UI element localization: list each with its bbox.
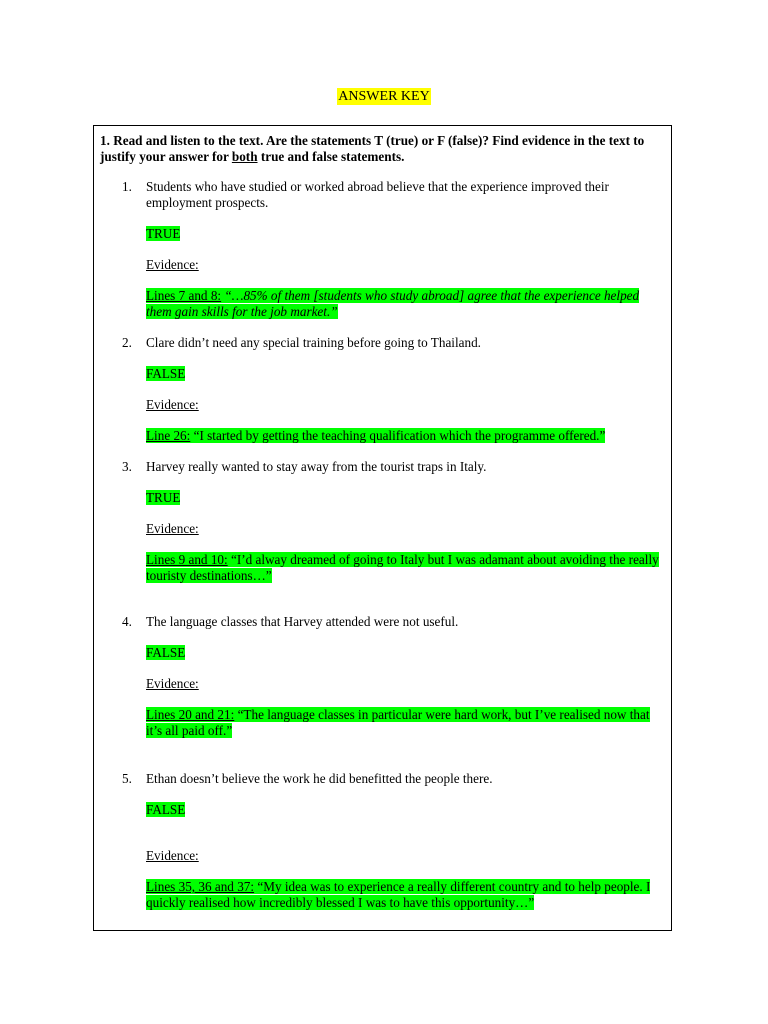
instruction-underlined: both — [231, 149, 258, 164]
answer-4 — [146, 645, 662, 661]
evidence-3 — [146, 552, 662, 583]
answer-value: TRUE — [146, 226, 181, 241]
evidence-4 — [146, 707, 662, 738]
evidence-lines-ref: Lines 35, 36 and 37: — [146, 879, 255, 894]
evidence-label-3 — [146, 521, 662, 537]
question-statement: The language classes that Harvey attended were not useful. — [146, 614, 459, 629]
evidence-label: Evidence: — [146, 676, 199, 691]
question-number: 4. — [122, 614, 132, 629]
evidence-5 — [146, 879, 662, 910]
question-number: 2. — [122, 335, 132, 350]
evidence-label-2 — [146, 397, 662, 413]
evidence-lines-ref: Lines 7 and 8: — [146, 288, 222, 303]
answer-1 — [146, 226, 662, 242]
question-statement: Clare didn’t need any special training before going to Thailand. — [146, 335, 481, 350]
evidence-label: Evidence: — [146, 397, 199, 412]
answer-value: FALSE — [146, 366, 186, 381]
evidence-quote: “The language classes in particular were hard work, but I’ve realised now that it’s all paid off.” — [146, 707, 650, 738]
evidence-lines-ref: Lines 9 and 10: — [146, 552, 228, 567]
question-statement: Ethan doesn’t believe the work he did benefitted the people there. — [146, 771, 493, 786]
answer-value: FALSE — [146, 802, 186, 817]
evidence-lines-ref: Line 26: — [146, 428, 191, 443]
instruction — [100, 133, 656, 165]
evidence-label: Evidence: — [146, 521, 199, 536]
evidence-label-1 — [146, 257, 662, 273]
answer-2 — [146, 366, 662, 382]
evidence-quote: “…85% of them [students who study abroad] agree that the experience helped them gain skills for the job market.” — [146, 288, 640, 319]
evidence-quote: “I’d alway dreamed of going to Italy but I was adamant about avoiding the really touristy destinations…” — [146, 552, 659, 583]
question-statement: Students who have studied or worked abroad believe that the experience improved their employment prospects. — [146, 179, 609, 210]
evidence-label: Evidence: — [146, 848, 199, 863]
title-wrapper — [0, 87, 768, 105]
answer-value: FALSE — [146, 645, 186, 660]
answer-5 — [146, 802, 662, 818]
instruction-text-1: 1. Read and listen to the text. Are the statements T (true) or F (false)? Find evidence in the text to justify your answer for — [100, 133, 645, 164]
evidence-label-5 — [146, 848, 662, 864]
answer-value: TRUE — [146, 490, 181, 505]
evidence-1 — [146, 288, 662, 319]
answer-3 — [146, 490, 662, 506]
evidence-2 — [146, 428, 662, 444]
question-number: 1. — [122, 179, 132, 194]
instruction-text-2: true and false statements. — [257, 149, 405, 164]
evidence-lines-ref: Lines 20 and 21: — [146, 707, 235, 722]
page-title: ANSWER KEY — [338, 89, 430, 104]
evidence-label-4 — [146, 676, 662, 692]
question-number: 3. — [122, 459, 132, 474]
question-statement: Harvey really wanted to stay away from the tourist traps in Italy. — [146, 459, 487, 474]
exercise-box — [93, 125, 672, 931]
evidence-quote: “I started by getting the teaching qualification which the programme offered.” — [190, 428, 606, 443]
evidence-quote: “My idea was to experience a really different country and to help people. I quickly realised how incredibly blessed I was to have this opportunity…” — [146, 879, 651, 910]
question-number: 5. — [122, 771, 132, 786]
evidence-label: Evidence: — [146, 257, 199, 272]
